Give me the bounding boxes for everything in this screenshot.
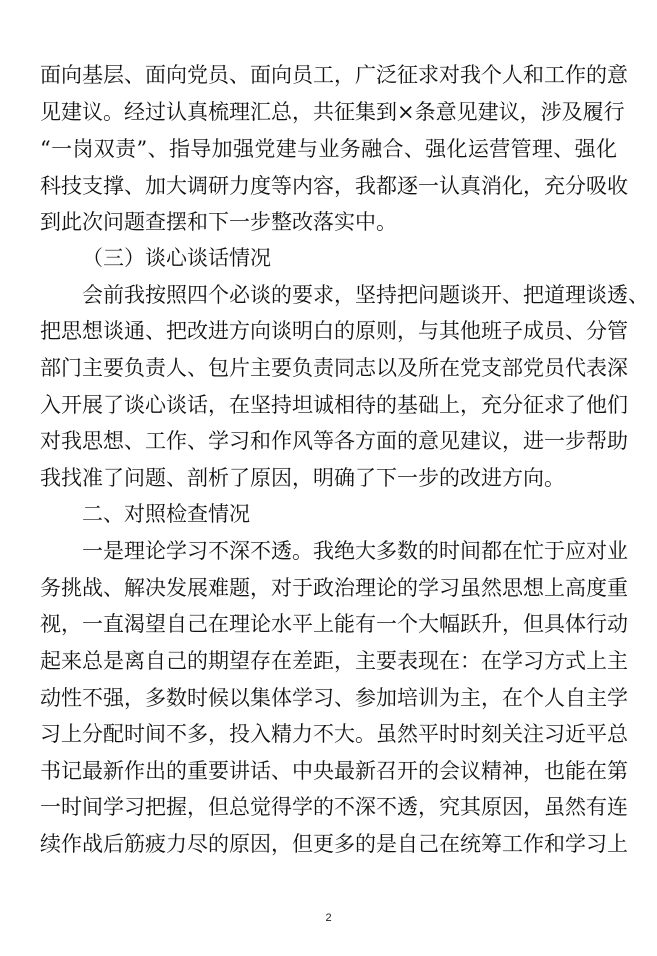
section-heading: 二、对照检查情况: [82, 502, 250, 526]
body-text-line: 续作战后筋疲力尽的原因，但更多的是自己在统筹工作和学习上: [40, 832, 628, 856]
body-text-line: 对我思想、工作、学习和作风等各方面的意见建议，进一步帮助: [40, 429, 628, 453]
body-text-line: 动性不强，多数时候以集体学习、参加培训为主，在个人自主学: [40, 686, 628, 710]
section-heading: （三）谈心谈话情况: [82, 246, 271, 270]
body-text-line: 书记最新作出的重要讲话、中央最新召开的会议精神，也能在第: [40, 759, 628, 783]
body-text-line: 一是理论学习不深不透。我绝大多数的时间都在忙于应对业: [82, 539, 628, 563]
body-text-line: 科技支撑、加大调研力度等内容，我都逐一认真消化，充分吸收: [40, 174, 628, 198]
body-text-line: 视，一直渴望自己在理论水平上能有一个大幅跃升，但具体行动: [40, 612, 628, 636]
body-text-line: 起来总是离自己的期望存在差距，主要表现在：在学习方式上主: [40, 649, 628, 673]
body-text-line: 务挑战、解决发展难题，对于政治理论的学习虽然思想上高度重: [40, 576, 628, 600]
body-text-line: “一岗双责”、指导加强党建与业务融合、强化运营管理、强化: [40, 137, 617, 161]
body-text-line: 习上分配时间不多，投入精力不大。虽然平时时刻关注习近平总: [40, 722, 628, 746]
page-number: 2: [325, 912, 332, 924]
body-text-line: 会前我按照四个必谈的要求，坚持把问题谈开、把道理谈透、: [82, 283, 649, 307]
body-text-line: 入开展了谈心谈话，在坚持坦诚相待的基础上，充分征求了他们: [40, 393, 628, 417]
body-text-line: 我找准了问题、剖析了原因，明确了下一步的改进方向。: [40, 466, 565, 490]
body-text-line: 见建议。经过认真梳理汇总，共征集到×条意见建议，涉及履行: [40, 100, 625, 124]
body-text-line: 一时间学习把握，但总觉得学的不深不透，究其原因，虽然有连: [40, 795, 628, 819]
body-text-line: 面向基层、面向党员、面向员工，广泛征求对我个人和工作的意: [40, 63, 628, 87]
body-text-line: 到此次问题查摆和下一步整改落实中。: [40, 210, 397, 234]
body-text-line: 部门主要负责人、包片主要负责同志以及所在党支部党员代表深: [40, 356, 628, 380]
body-text-line: 把思想谈通、把改进方向谈明白的原则，与其他班子成员、分管: [40, 319, 628, 343]
